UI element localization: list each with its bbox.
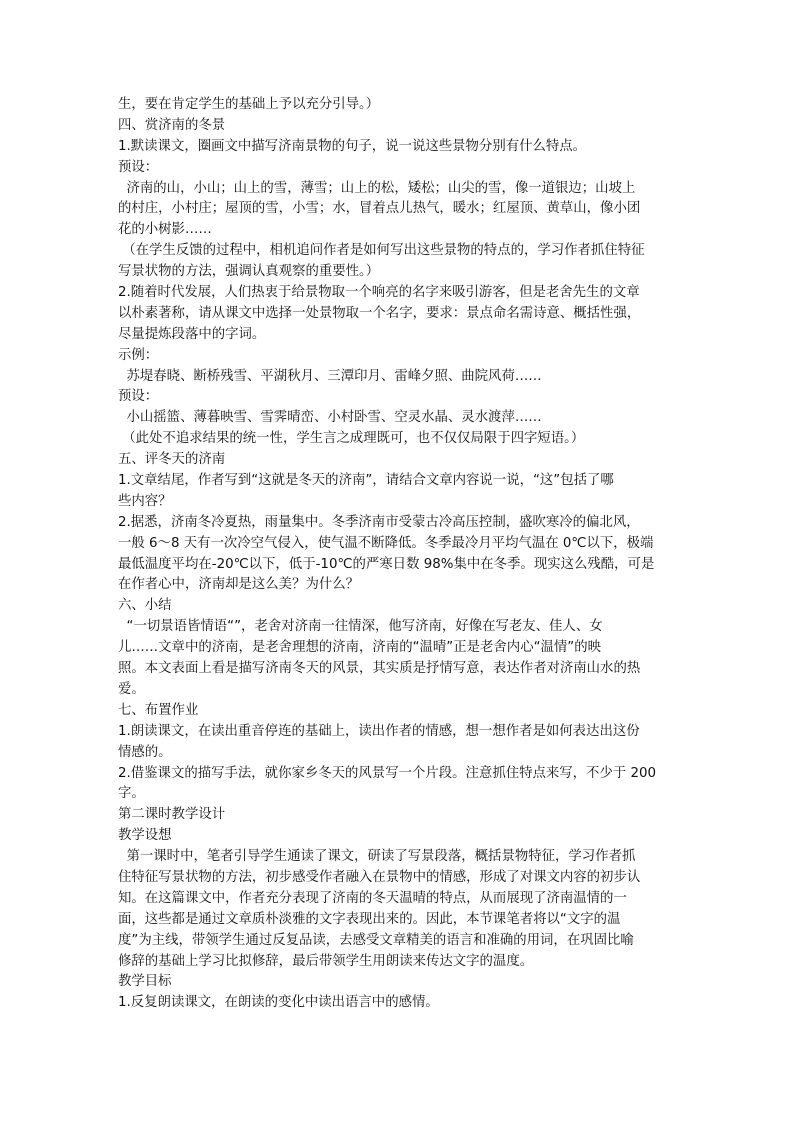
section-heading: 七、布置作业	[118, 702, 199, 718]
text-line: 些内容？	[118, 493, 172, 509]
text-line: 住特征写景状物的方法，初步感受作者融入在景物中的情感，形成了对课文内容的初步认	[118, 869, 641, 885]
text-line: 1.文章结尾，作者写到“这就是冬天的济南”，请结合文章内容说一说，“这”包括了哪	[118, 473, 614, 489]
text-line: 知。在这篇课文中，作者充分表现了济南的冬天温晴的特点，从而展现了济南温情的一	[118, 890, 627, 906]
text-line: 情感的。	[118, 744, 172, 760]
text-line: 的村庄，小村庄；屋顶的雪，小雪；水，冒着点儿热气，暖水；红屋顶、黄草山，像小团	[118, 201, 641, 217]
text-line: 最低温度平均在-20℃以下，低于-10℃的严寒日数 98%集中在冬季。现实这么残酷，可是	[118, 556, 655, 572]
section-heading: 六、小结	[118, 598, 172, 614]
text-line: 面，这些都是通过文章质朴淡雅的文字表现出来的。因此，本节课笔者将以“文字的温	[118, 911, 621, 927]
text-line: 2.据悉，济南冬冷夏热，雨量集中。冬季济南市受蒙古冷高压控制，盛吹寒冷的偏北风，	[118, 514, 640, 530]
text-line: 字。	[118, 786, 145, 802]
text-line: 在作者心中，济南却是这么美？为什么？	[118, 577, 360, 593]
section-heading: 教学设想	[118, 828, 172, 844]
text-line: 示例：	[118, 347, 159, 363]
text-line: 小山摇篮、薄暮映雪、雪霁晴峦、小村卧雪、空灵水晶、灵水渡萍……	[118, 410, 542, 426]
text-line: 2.随着时代发展，人们热衷于给景物取一个响亮的名字来吸引游客，但是老舍先生的文章	[118, 285, 640, 301]
section-heading: 五、评冬天的济南	[118, 452, 226, 468]
text-line: 修辞的基础上学习比拟修辞，最后带领学生用朗读来传达文字的温度。	[118, 953, 534, 969]
text-line: 照。本文表面上看是描写济南冬天的风景，其实质是抒情写意，表达作者对济南山水的热	[118, 661, 641, 677]
text-line: 预设：	[118, 159, 159, 175]
text-line: 花的小树影……	[118, 222, 212, 238]
text-line: （此处不追求结果的统一性，学生言之成理既可，也不仅仅局限于四字短语。）	[118, 431, 585, 447]
document-page	[118, 95, 678, 1014]
text-line: 生，要在肯定学生的基础上予以充分引导。）	[118, 97, 380, 112]
text-line: 一般 6～8 天有一次冷空气侵入，使气温不断降低。冬季最冷月平均气温在 0℃以下，极端	[118, 535, 654, 551]
text-line: 1.反复朗读课文，在朗读的变化中读出语言中的感情。	[118, 995, 439, 1011]
text-line: 济南的山，小山；山上的雪，薄雪；山上的松，矮松；山尖的雪，像一道银边；山坡上	[118, 180, 636, 196]
text-line: 苏堤春晓、断桥残雪、平湖秋月、三潭印月、雷峰夕照、曲院风荷……	[118, 368, 542, 384]
section-heading: 教学目标	[118, 974, 172, 990]
text-line: 尽量提炼段落中的字词。	[118, 326, 266, 342]
section-heading: 第二课时教学设计	[118, 807, 226, 823]
text-line: 写景状物的方法，强调认真观察的重要性。）	[118, 264, 380, 280]
text-line: 1.朗读课文，在读出重音停连的基础上，读出作者的情感，想一想作者是如何表达出这份	[118, 723, 640, 739]
text-line: （在学生反馈的过程中，相机追问作者是如何写出这些景物的特点的，学习作者抓住特征	[118, 243, 645, 259]
text-line: 度”为主线，带领学生通过反复品读，去感受文章精美的语言和准确的用词，在巩固比喻	[118, 932, 634, 948]
text-line: 2.借鉴课文的描写手法，就你家乡冬天的风景写一个片段。注意抓住特点来写，不少于 200	[118, 765, 657, 781]
text-line: 第一课时中，笔者引导学生通读了课文，研读了写景段落，概括景物特征，学习作者抓	[118, 849, 636, 865]
text-line: 1.默读课文，圈画文中描写济南景物的句子，说一说这些景物分别有什么特点。	[118, 138, 587, 154]
text-line: 以朴素著称，请从课文中选择一处景物取一个名字，要求：景点命名需诗意、概括性强，	[118, 305, 641, 321]
section-heading: 四、赏济南的冬景	[118, 117, 226, 133]
text-line: 爱。	[118, 681, 145, 697]
text-line: “一切景语皆情语“”，老舍对济南一往情深，他写济南，好像在写老友、佳人、女	[118, 619, 603, 635]
text-line: 儿……文章中的济南，是老舍理想的济南，济南的“温晴”正是老舍内心“温情”的映	[118, 640, 602, 656]
text-line: 预设：	[118, 389, 159, 405]
